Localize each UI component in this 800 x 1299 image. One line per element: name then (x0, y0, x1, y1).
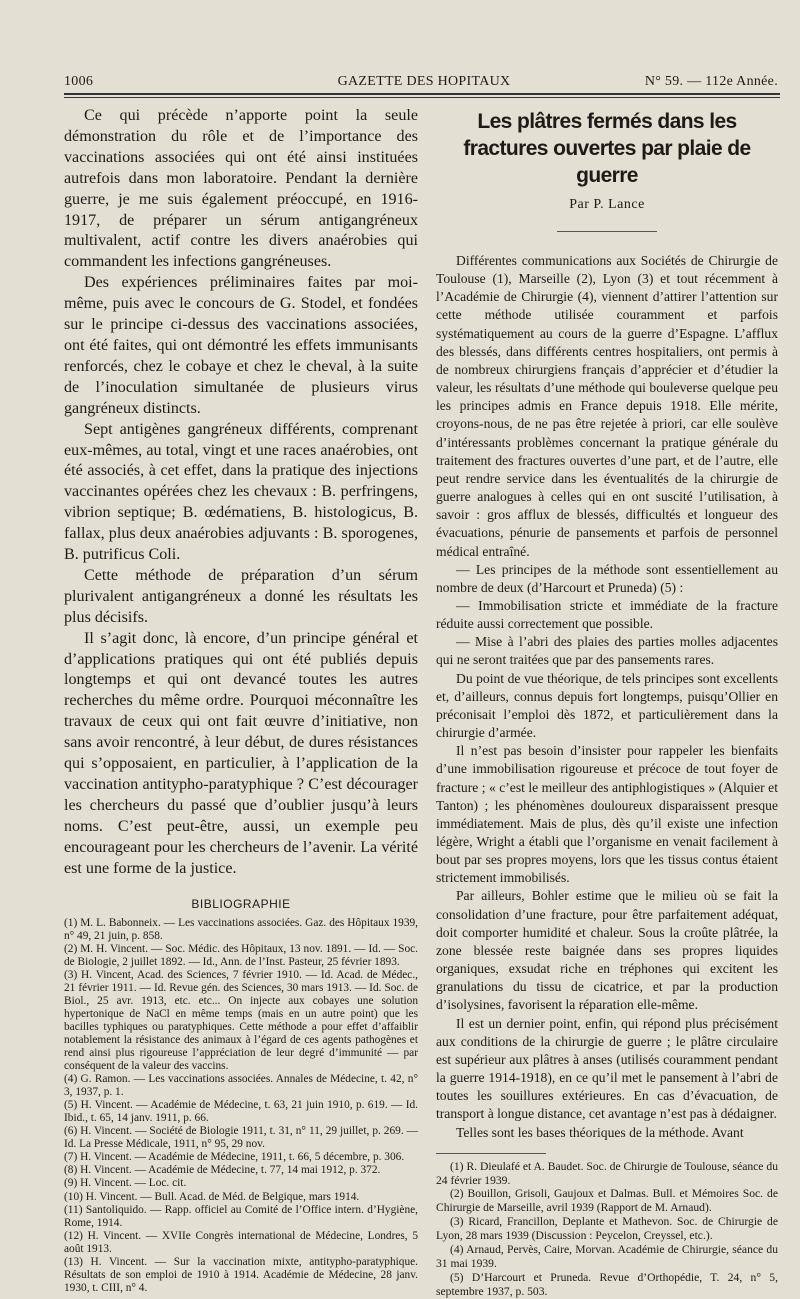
bibliography-entry: (9) H. Vincent. — Loc. cit. (64, 1177, 187, 1190)
bibliography-entry: (2) M. H. Vincent. — Soc. Médic. des Hôpitaux, 13 nov. 1891. — Id. — Soc. de Biologie, 2 juillet 1892. — Id., Ann. de l’Inst. Pasteur, 25 février 1893. (64, 942, 418, 968)
body-paragraph: Cette méthode de préparation d’un sérum plurivalent antigangréneux a donné les résultats les plus décisifs. (64, 566, 418, 626)
body-paragraph: Telles sont les bases théoriques de la méthode. Avant (456, 1124, 744, 1140)
article-byline: Par P. Lance (569, 197, 645, 212)
bibliography-entry: (5) H. Vincent. — Académie de Médecine, t. 63, 21 juin 1910, p. 619. — Id. Ibid., t. 65, 14 janv. 1911, p. 66. (64, 1099, 418, 1125)
footnote: (4) Arnaud, Pervès, Caire, Morvan. Académie de Chirurgie, séance du 31 mai 1939. (436, 1243, 778, 1270)
issue-info: N° 59. — 112e Année. (644, 74, 778, 89)
body-paragraph: Du point de vue théorique, de tels principes sont excellents et, d’ailleurs, connus depuis fort longtemps, puisqu’Ollier en préconisait l’emploi dès 1872, et particulièrement dans la chirurgie d’armée. (436, 670, 778, 741)
footnote: (1) R. Dieulafé et A. Baudet. Soc. de Chirurgie de Toulouse, séance du 24 février 1939. (436, 1159, 778, 1187)
body-paragraph: Par ailleurs, Bohler estime que le milieu où se fait la consolidation d’une fracture, pour être parfaitement adéquat, doit comporter humidité et chaleur. Sous la croûte plâtrée, la zone blessée reste baignée dans ses propres liquides organiques, exsudat riche en tréphones qui excitent les granulations du tissu de cicatrice, et par la production d’isolysines, favorisent la réparation elle-même. (436, 888, 778, 1013)
page-number: 1006 (64, 74, 94, 89)
body-paragraph: — Les principes de la méthode sont essentiellement au nombre de deux (d’Harcourt et Pruneda) (5) : (436, 561, 778, 595)
header-rule (64, 93, 780, 95)
bibliography-entry: (8) H. Vincent. — Académie de Médecine, t. 77, 14 mai 1912, p. 372. (64, 1164, 381, 1177)
bibliography-entry: (10) H. Vincent. — Bull. Acad. de Méd. de Belgique, mars 1914. (64, 1190, 360, 1203)
article-title: Les plâtres fermés dans les fractures ouvertes par plaie de guerre (463, 110, 751, 187)
footnote: (2) Bouillon, Grisoli, Gaujoux et Dalmas. Bull. et Mémoires Soc. de Chirurgie de Marseille, avril 1939 (Rapport de M. Arnaud). (436, 1187, 778, 1215)
body-paragraph: Il n’est pas besoin d’insister pour rappeler les bienfaits d’une immobilisation rigoureuse et précoce de tout foyer de fracture ; « c’est le meilleur des antiphlogistiques » (Alquier et Tanton) ; les phénomènes douloureux disparaissent presque immédiatement. Mais de plus, dès qu’il existe une infection légère, Wright a établi que l’organisme en venait facilement à bout par ses propres moyens, lors que les tissus contus étaient strictement immobilisés. (436, 743, 778, 886)
body-paragraph: — Immobilisation stricte et immédiate de la fracture réduite aussi correctement que possible. (436, 597, 778, 632)
bibliography-entry: (3) H. Vincent, Acad. des Sciences, 7 février 1910. — Id. Acad. de Médec., 21 février 1911. — Id. Revue gén. des Sciences, 30 mars 1913. — Id. Soc. de Biol., 25 avr. 1913, etc. etc... On injecte aux cobayes une solution hypertonique de NaCl en même temps (mais en un autre point) que les bacilles typhiques ou paratyphiques. Cette méthode a pour effet d’affaiblir notablement la résistance des animaux à l’égard de ces agents pathogènes et rend ainsi plus rigoureuse l’appréciation de leur degré d’immunité — par conséquent de la valeur des vaccins. (64, 968, 418, 1073)
bibliography-entry: (13) H. Vincent. — Sur la vaccination mixte, antitypho-paratyphique. Résultats de son emploi de 1910 à 1914. Académie de Médecine, 28 janv. 1930, t. CIII, n° 4. (64, 1255, 418, 1294)
body-paragraph: Sept antigènes gangréneux différents, comprenant eux-mêmes, au total, vingt et une races anaérobies, ont été associés, à cet effet, dans la pratique des injections vaccinantes opérées chez les chevaux : B. perfringens, vibrion septique; B. œdématiens, B. histologicus, B. fallax, plus deux anaérobies adjuvants : B. sporogenes, B. putrificus Coli. (64, 420, 418, 564)
right-column (436, 106, 778, 1299)
bibliography-list (64, 917, 418, 1295)
body-paragraph: Il s’agit donc, là encore, d’un principe général et d’applications pratiques qui ont été publiés depuis longtemps et qui ont devancé toutes les autres recherches du même ordre. Pourquoi méconnaître les travaux de ceux qui ont fait œuvre d’initiative, non sans avoir rencontré, à leur début, de dures résistances qui s’opposaient, en particulier, à l’application de la vaccination antitypho-paratyphique ? C’est décourager les chercheurs du passé que d’oublier jusqu’à leurs noms. C’est peut-être, aussi, un exemple peu encourageant pour les chercheurs de l’avenir. La vérité est une forme de la justice. (64, 629, 418, 877)
body-paragraph: Des expériences préliminaires faites par moi-même, puis avec le concours de G. Stodel, et fondées sur le principe ci-dessus des vaccinations associées, ont été faites, qui ont démontré les effets immunisants renforcés, chez le cobaye et chez le cheval, à la suite de l’inoculation simultanée de plusieurs virus gangréneux distincts. (64, 274, 418, 417)
body-paragraph: Il est un dernier point, enfin, qui répond plus précisément aux conditions de la chirurgie de guerre ; le plâtre circulaire est supérieur aux plâtres à anses (utilisés couramment pendant la guerre 1914-1918), en ce qu’il met le pansement à l’abri de toutes les souillures extérieures. En cas d’évacuation, de transport à longue distance, cet avantage n’est pas à dédaigner. (436, 1015, 778, 1122)
bibliography-entry: (7) H. Vincent. — Académie de Médecine, 1911, t. 66, 5 décembre, p. 306. (64, 1151, 405, 1164)
bibliography-entry: (4) G. Ramon. — Les vaccinations associées. Annales de Médecine, t. 42, n° 3, 1937, p. 1. (64, 1073, 418, 1099)
bibliography-heading: BIBLIOGRAPHIE (191, 896, 291, 911)
bibliography-entry: (6) H. Vincent. — Société de Biologie 1911, t. 31, n° 11, 29 juillet, p. 269. — Id. La Presse Médicale, 1911, n° 95, 29 nov. (64, 1125, 418, 1151)
footnote: (5) D’Harcourt et Pruneda. Revue d’Orthopédie, T. 24, n° 5, septembre 1937, p. 503. (436, 1270, 778, 1298)
bibliography-entry: (11) Santoliquido. — Rapp. officiel au Comité de l’Office intern. d’Hygiène, Rome, 1914. (64, 1203, 418, 1229)
body-paragraph: Différentes communications aux Sociétés de Chirurgie de Toulouse (1), Marseille (2), Lyon (3) et tout récemment à l’Académie de Chirurgie (4), viennent d’attirer l’attention sur cette méthode utilisée couramment et parfois systématiquement au cours de la guerre d’Espagne. L’afflux des blessés, dans différents centres hospitaliers, ont permis à de nombreux chirurgiens français d’apprécier et d’étudier la valeur, les résultats d’une méthode qui bouleverse quelque peu les principes admis en France depuis 1918. Elle mérite, croyons-nous, de ne pas être rejetée à priori, car elle soulève d’intéressants problèmes concernant la pratique générale du traitement des fractures ouvertes d’une part, et de l’autre, elle peut rendre service dans les éventualités de la chirurgie de guerre analogues à celles qui en ont suscité l’utilisation, à savoir : gros afflux de blessés, difficultés et longueur des évacuations, pénurie de pansements et parfois de personnel médical entraîné. (436, 253, 778, 559)
bibliography-entry: (12) H. Vincent. — XVIIe Congrès international de Médecine, Londres, 5 août 1913. (64, 1229, 418, 1255)
bibliography-entry: (1) M. L. Babonneix. — Les vaccinations associées. Gaz. des Hôpitaux 1939, n° 49, 21 juin, p. 858. (64, 916, 418, 942)
footnotes (436, 1160, 778, 1299)
footnote: (3) Ricard, Francillon, Deplante et Mathevon. Soc. de Chirurgie de Lyon, 28 mars 1939 (Discussion : Peycelon, Creyssel, etc.). (436, 1215, 778, 1243)
header-rule-thin (64, 97, 780, 98)
body-paragraph: Ce qui précède n’apporte point la seule démonstration du rôle et de l’importance des vaccinations associées qui ont été ainsi instituées autrefois dans mon laboratoire. Pendant la dernière guerre, je me suis également préoccupé, en 1916-1917, de préparer un sérum antigangréneux multivalent, actif contre les divers anaérobies qui commandent les infections gangréneuses. (64, 107, 418, 271)
page-header (64, 72, 778, 92)
footnote-divider (436, 1153, 546, 1154)
journal-title: GAZETTE DES HOPITAUX (337, 74, 511, 89)
left-column (64, 106, 418, 1295)
body-paragraph: — Mise à l’abri des plaies des parties molles adjacentes qui ne seront traitées que par des pansements rares. (436, 634, 778, 668)
title-divider (557, 231, 657, 232)
